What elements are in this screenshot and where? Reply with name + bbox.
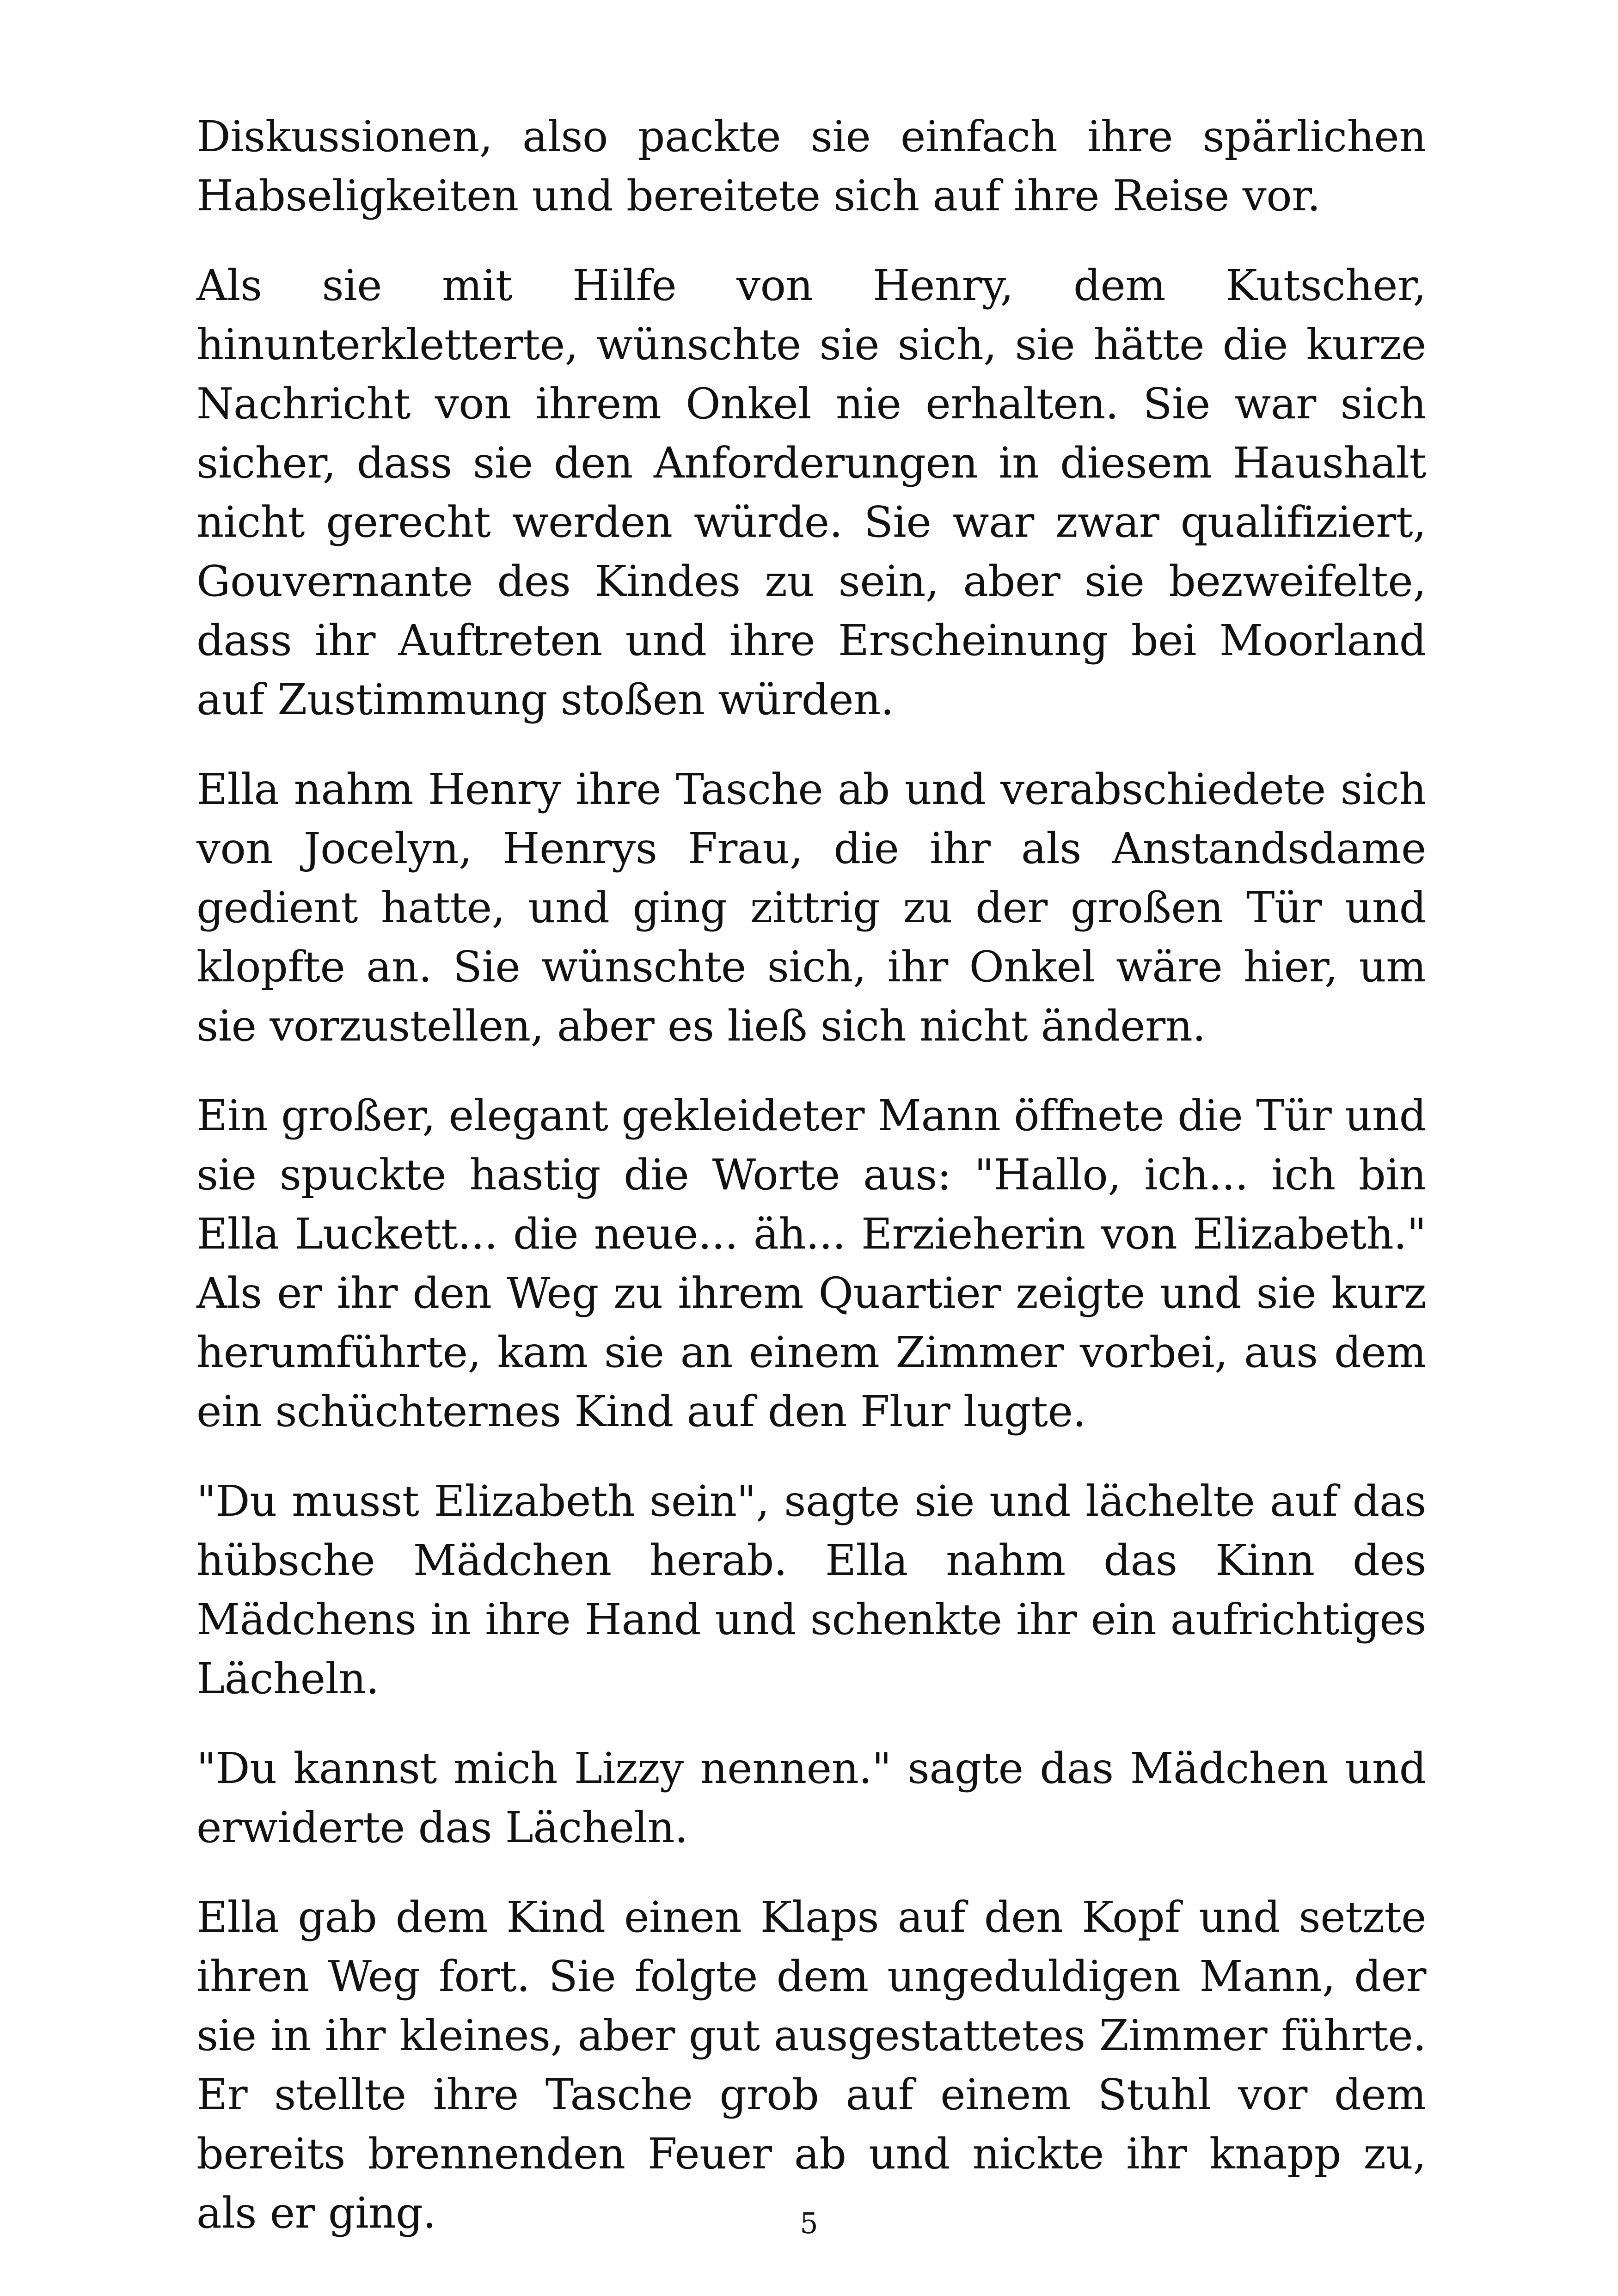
paragraph-6: "Du kannst mich Lizzy nennen." sagte das Mädchen und erwiderte das Lächeln. [196,1744,1426,1852]
paragraph-1: Diskussionen, also packte sie einfach ihre spärlichen Habseligkeiten und bereitete sich auf ihre Reise vor. [196,112,1426,220]
paragraph-5: "Du musst Elizabeth sein", sagte sie und lächelte auf das hübsche Mädchen herab. Ella nahm das Kinn des Mädchens in ihre Hand und schenkte ihr ein aufrichtiges Lächeln. [196,1476,1426,1703]
page-number: 5 [800,2206,818,2240]
paragraph-3: Ella nahm Henry ihre Tasche ab und verabschiedete sich von Jocelyn, Henrys Frau, die ihr als Anstandsdame gedient hatte, und ging zittrig zu der großen Tür und klopfte an. Sie wünschte sich, ihr Onkel wäre hier, um sie vorzustellen, aber es ließ sich nicht ändern. [196,765,1426,1051]
paragraph-2: Als sie mit Hilfe von Henry, dem Kutscher, hinunterkletterte, wünschte sie sich, sie hätte die kurze Nachricht von ihrem Onkel nie erhalten. Sie war sich sicher, dass sie den Anforderungen in diesem Haushalt nicht gerecht werden würde. Sie war zwar qualifiziert, Gouvernante des Kindes zu sein, aber sie bezweifelte, dass ihr Auftreten und ihre Erscheinung bei Moorland auf Zustimmung stoßen würden. [196,261,1426,724]
paragraph-4: Ein großer, elegant gekleideter Mann öffnete die Tür und sie spuckte hastig die Worte aus: "Hallo, ich... ich bin Ella Luckett... die neue... äh... Erzieherin von Elizabeth." Als er ihr den Weg zu ihrem Quartier zeigte und sie kurz herumführte, kam sie an einem Zimmer vorbei, aus dem ein schüchternes Kind auf den Flur lugte. [196,1091,1426,1436]
body-text [196,107,1426,2273]
paragraph-7: Ella gab dem Kind einen Klaps auf den Kopf und setzte ihren Weg fort. Sie folgte dem ungeduldigen Mann, der sie in ihr kleines, aber gut ausgestattetes Zimmer führte. Er stellte ihre Tasche grob auf einem Stuhl vor dem bereits brennenden Feuer ab und nickte ihr knapp zu, als er ging. [196,1892,1426,2238]
